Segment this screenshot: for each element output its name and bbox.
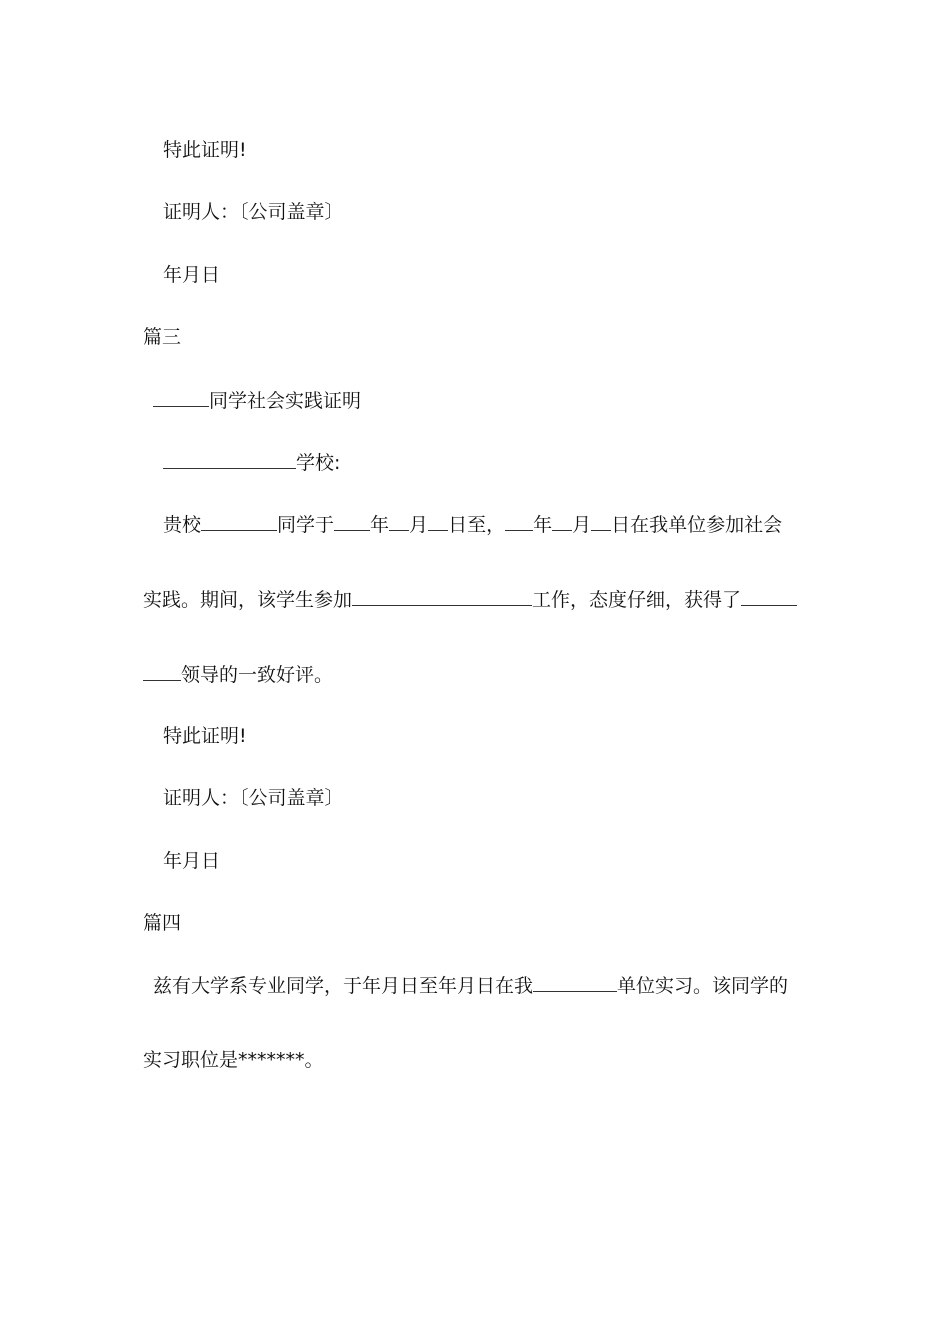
date-line: [163, 263, 220, 287]
company-blank: [533, 973, 617, 992]
text-segment: 年: [370, 514, 390, 536]
certifier-line: [163, 200, 344, 224]
text-segment: 月: [572, 514, 592, 536]
body-line-1: [163, 512, 782, 536]
text-segment: 贵校: [163, 514, 202, 536]
student-blank: [201, 512, 277, 531]
section-heading: [143, 325, 181, 349]
title-text: 同学社会实践证明: [209, 390, 362, 412]
body-line-1: [153, 973, 788, 997]
text-segment: 年: [533, 514, 553, 536]
text-segment: 兹有大学系专业同学，于年月日至年月日在我: [153, 975, 534, 997]
day-blank: [591, 512, 611, 531]
text-segment: 实习职位是*******。: [143, 1049, 324, 1071]
section3-heading: 篇三: [143, 326, 182, 348]
day-blank: [428, 512, 448, 531]
unit-blank-continued: [143, 662, 181, 681]
certifier-line: [163, 786, 344, 810]
certifier-label: 证明人：〔公司盖章〕: [163, 201, 344, 223]
text-segment: 月: [409, 514, 429, 536]
name-blank: [153, 388, 209, 407]
body-line-2: [143, 587, 797, 611]
addressee-line: [163, 450, 340, 474]
body-line-3: [143, 662, 333, 686]
month-blank: [552, 512, 572, 531]
certifier-label: 证明人：〔公司盖章〕: [163, 787, 344, 809]
date-line: [163, 849, 220, 873]
section-heading: [143, 911, 181, 935]
date-label: 年月日: [163, 850, 221, 872]
certify-text: [163, 138, 247, 162]
certify-label: 特此证明!: [163, 725, 247, 747]
year-blank: [505, 512, 533, 531]
school-blank: [163, 450, 296, 469]
month-blank: [389, 512, 409, 531]
text-segment: 日至，: [448, 514, 506, 536]
certify-label: 特此证明!: [163, 139, 247, 161]
date-label: 年月日: [163, 264, 221, 286]
text-segment: 实践。期间，该学生参加: [143, 589, 353, 611]
text-segment: 领导的一致好评。: [181, 664, 334, 686]
work-blank: [352, 587, 532, 606]
certificate-title: [153, 388, 361, 412]
body-line-2: [143, 1048, 324, 1072]
year-blank: [334, 512, 370, 531]
unit-blank: [741, 587, 797, 606]
text-segment: 工作，态度仔细，获得了: [532, 589, 742, 611]
text-segment: 同学于: [277, 514, 335, 536]
text-segment: 日在我单位参加社会: [611, 514, 783, 536]
section4-heading: 篇四: [143, 912, 182, 934]
text-segment: 单位实习。该同学的: [617, 975, 789, 997]
certify-text: [163, 724, 247, 748]
school-label: 学校:: [296, 452, 341, 474]
